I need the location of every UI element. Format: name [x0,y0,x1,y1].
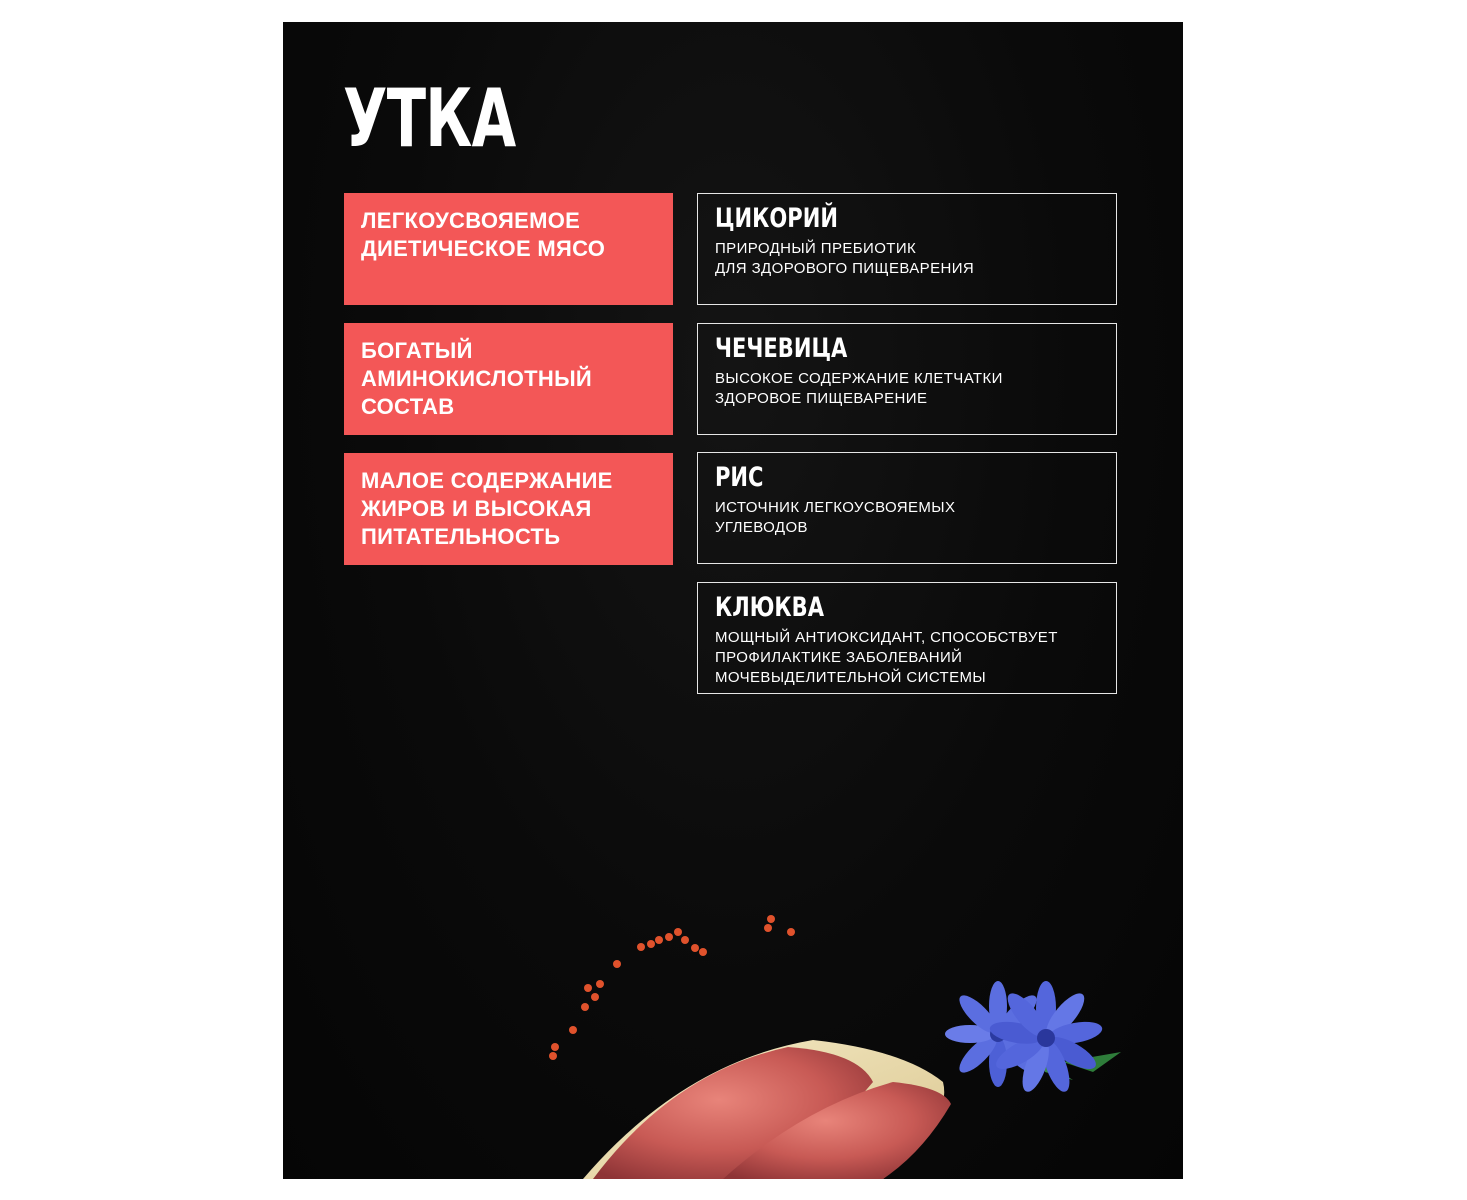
ingredient-desc-line: ПРОФИЛАКТИКЕ ЗАБОЛЕВАНИЙ [715,649,963,666]
ingredient-desc-line: ИСТОЧНИК ЛЕГКОУСВОЯЕМЫХ [715,499,956,516]
feature-box-digestible-meat: ЛЕГКОУСВОЯЕМОЕ ДИЕТИЧЕСКОЕ МЯСО [344,193,673,305]
ingredient-desc-line: ЗДОРОВОЕ ПИЩЕВАРЕНИЕ [715,390,928,407]
feature-box-low-fat: МАЛОЕ СОДЕРЖАНИЕ ЖИРОВ И ВЫСОКАЯ ПИТАТЕЛЬНОСТЬ [344,453,673,565]
feature-box-amino-acids: БОГАТЫЙ АМИНОКИСЛОТНЫЙ СОСТАВ [344,323,673,435]
product-panel [283,22,1183,1179]
ingredient-card-lentils [697,323,1117,435]
ingredient-name: РИС [715,462,764,493]
ingredient-card-rice [697,452,1117,564]
ingredient-name: КЛЮКВА [715,592,824,623]
ingredient-desc-line: ДЛЯ ЗДОРОВОГО ПИЩЕВАРЕНИЯ [715,260,975,277]
lentils [549,915,795,1060]
page-title: УТКА [343,72,516,165]
chicory-flower [945,981,1121,1095]
ingredient-desc-line: УГЛЕВОДОВ [715,519,808,536]
ingredient-desc-line: МОЩНЫЙ АНТИОКСИДАНТ, СПОСОБСТВУЕТ [715,629,1058,646]
ingredient-desc-line: МОЧЕВЫДЕЛИТЕЛЬНОЙ СИСТЕМЫ [715,669,987,686]
ingredient-desc-line: ВЫСОКОЕ СОДЕРЖАНИЕ КЛЕТЧАТКИ [715,370,1003,387]
ingredient-name: ЦИКОРИЙ [715,203,838,234]
ingredient-desc-line: ПРИРОДНЫЙ ПРЕБИОТИК [715,240,917,257]
duck-breast [583,1040,951,1179]
ingredient-card-chicory [697,193,1117,305]
ingredient-card-cranberry [697,582,1117,694]
ingredient-name: ЧЕЧЕВИЦА [715,333,848,364]
